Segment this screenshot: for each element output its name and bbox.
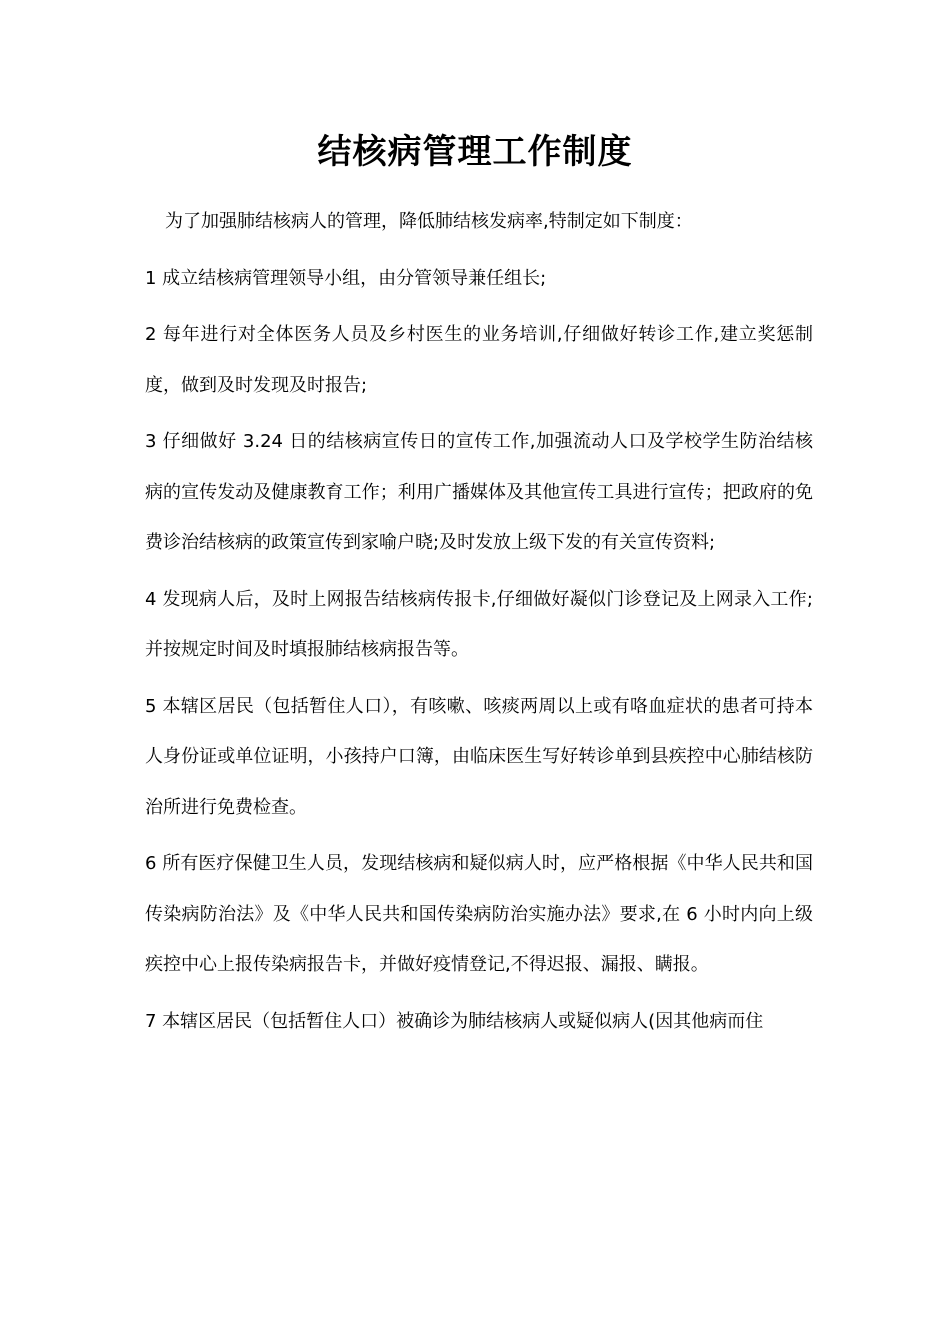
- document-title: 结核病管理工作制度: [317, 132, 633, 172]
- rule-item-2: 2 每年进行对全体医务人员及乡村医生的业务培训,仔细做好转诊工作,建立奖惩制度，做到及时发现及时报告;: [145, 324, 813, 396]
- rule-item-1: 1 成立结核病管理领导小组，由分管领导兼任组长;: [145, 267, 547, 289]
- rule-item-6: 6 所有医疗保健卫生人员，发现结核病和疑似病人时，应严格根据《中华人民共和国传染病防治法》及《中华人民共和国传染病防治实施办法》要求,在 6 小时内向上级疾控中心上报传染病报告卡，并做好疫情登记,不得迟报、漏报、瞒报。: [145, 853, 813, 975]
- rule-item-7: 7 本辖区居民（包括暂住人口）被确诊为肺结核病人或疑似病人(因其他病而住: [145, 1010, 764, 1032]
- rule-item-5: 5 本辖区居民（包括暂住人口），有咳嗽、咳痰两周以上或有咯血症状的患者可持本人身份证或单位证明，小孩持户口簿，由临床医生写好转诊单到县疾控中心肺结核防治所进行免费检查。: [145, 695, 813, 818]
- intro-paragraph: 为了加强肺结核病人的管理，降低肺结核发病率,特制定如下制度：: [165, 211, 693, 232]
- document-body: [145, 197, 813, 1053]
- rule-item-3: 3 仔细做好 3.24 日的结核病宣传日的宣传工作,加强流动人口及学校学生防治结核病的宣传发动及健康教育工作；利用广播媒体及其他宣传工具进行宣传；把政府的免费诊治结核病的政策宣传到家喻户晓;及时发放上级下发的有关宣传资料;: [145, 431, 813, 553]
- rule-item-4: 4 发现病人后，及时上网报告结核病传报卡,仔细做好凝似门诊登记及上网录入工作; 并按规定时间及时填报肺结核病报告等。: [145, 588, 813, 660]
